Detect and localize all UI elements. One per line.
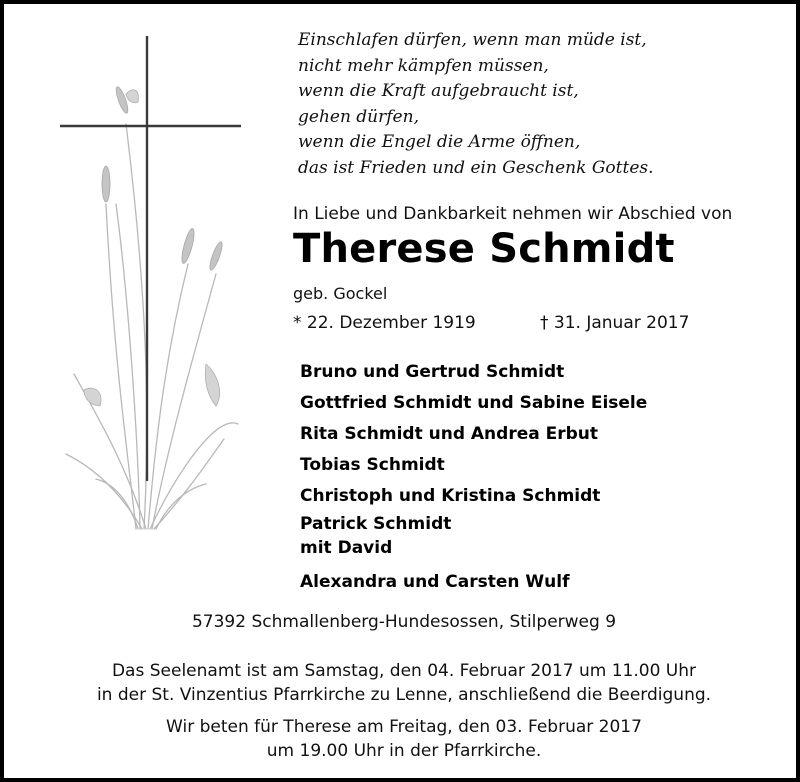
prayer-line: Wir beten für Therese am Freitag, den 03. Februar 2017 <box>166 717 642 737</box>
poem-line: gehen dürfen, <box>298 106 419 127</box>
requiem-line: Das Seelenamt ist am Samstag, den 04. Februar 2017 um 11.00 Uhr <box>111 661 697 681</box>
mourner-entry: mit David <box>300 538 393 558</box>
poem-line: das ist Frieden und ein Geschenk Gottes. <box>298 157 654 178</box>
mourners-list <box>300 357 780 598</box>
mourner-entry: Rita Schmidt und Andrea Erbut <box>300 424 599 444</box>
death-date: † 31. Januar 2017 <box>540 313 690 333</box>
mourner-entry: Christoph und Kristina Schmidt <box>300 486 601 506</box>
mourner-entry: Tobias Schmidt <box>300 455 445 475</box>
mourner-entry: Alexandra und Carsten Wulf <box>300 572 570 592</box>
deceased-name: Therese Schmidt <box>293 226 675 272</box>
mourner-entry: Bruno und Gertrud Schmidt <box>300 362 565 382</box>
requiem-info <box>4 659 800 707</box>
poem-line: nicht mehr kämpfen müssen, <box>298 55 549 76</box>
address: 57392 Schmallenberg-Hundesossen, Stilperweg 9 <box>191 612 617 632</box>
poem-line: Einschlafen dürfen, wenn man müde ist, <box>298 30 647 50</box>
maiden-name: geb. Gockel <box>293 284 388 303</box>
life-dates <box>293 313 690 333</box>
cross-with-reeds-icon <box>56 34 246 534</box>
mourner-entry: Gottfried Schmidt und Sabine Eisele <box>300 393 648 413</box>
prayer-info <box>4 715 800 763</box>
farewell-intro: In Liebe und Dankbarkeit nehmen wir Abschied von <box>293 204 733 224</box>
mourner-entry: Patrick Schmidt <box>300 514 452 534</box>
poem-line: wenn die Engel die Arme öffnen, <box>298 132 581 153</box>
prayer-line: um 19.00 Uhr in der Pfarrkirche. <box>266 741 542 761</box>
requiem-line: in der St. Vinzentius Pfarrkirche zu Lenne, anschließend die Beerdigung. <box>96 685 712 705</box>
poem-line: wenn die Kraft aufgebraucht ist, <box>298 81 579 102</box>
birth-date: * 22. Dezember 1919 <box>293 313 476 333</box>
poem <box>298 28 778 182</box>
